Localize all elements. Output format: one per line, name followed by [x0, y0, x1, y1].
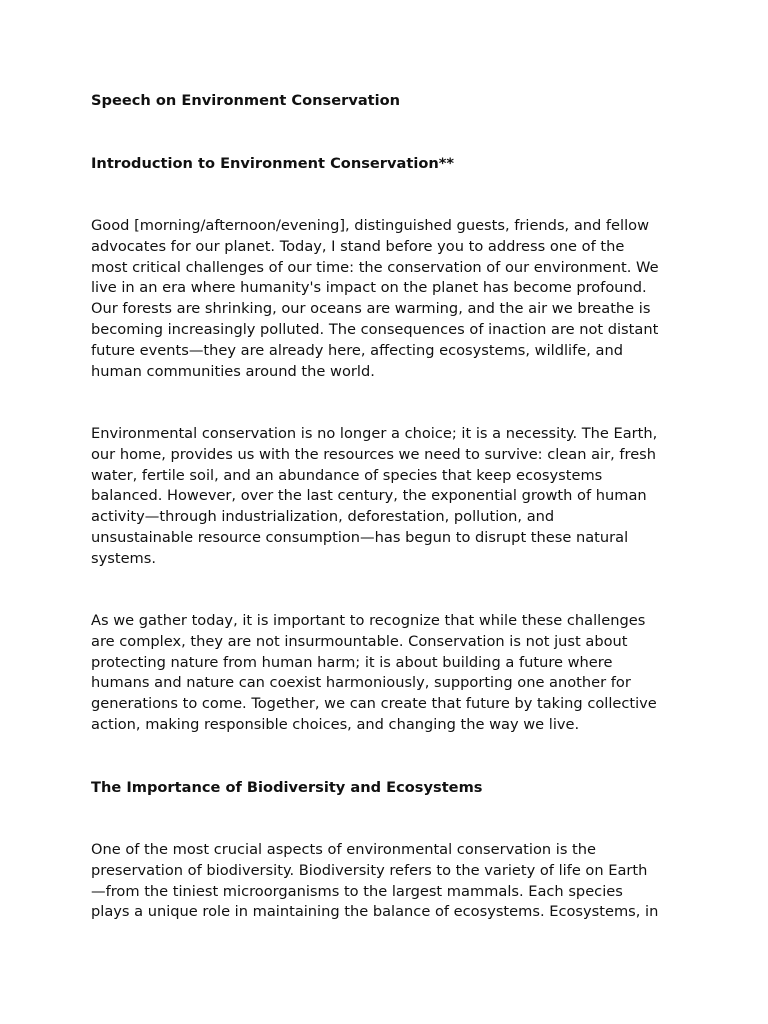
paragraph-intro-1: [91, 216, 691, 382]
paragraph-line: activity—through industrialization, deforestation, pollution, and: [91, 508, 555, 526]
paragraph-intro-2: [91, 424, 691, 570]
paragraph-line: are complex, they are not insurmountable. Conservation is not just about: [91, 632, 628, 650]
paragraph-line: Our forests are shrinking, our oceans are warming, and the air we breathe is: [91, 300, 651, 318]
paragraph-line: human communities around the world.: [91, 362, 375, 380]
paragraph-line: plays a unique role in maintaining the balance of ecosystems. Ecosystems, in: [91, 903, 659, 921]
paragraph-line: live in an era where humanity's impact on the planet has become profound.: [91, 279, 647, 297]
paragraph-line: —from the tiniest microorganisms to the largest mammals. Each species: [91, 882, 623, 900]
paragraph-line: balanced. However, over the last century, the exponential growth of human: [91, 487, 647, 505]
paragraph-line: Environmental conservation is no longer a choice; it is a necessity. The Earth,: [91, 425, 658, 442]
paragraph-line: generations to come. Together, we can create that future by taking collective: [91, 695, 657, 713]
paragraph-line: becoming increasingly polluted. The consequences of inaction are not distant: [91, 320, 659, 338]
document-title: Speech on Environment Conservation: [91, 92, 401, 109]
paragraph-line: humans and nature can coexist harmoniously, supporting one another for: [91, 674, 631, 692]
paragraph-line: Good [morning/afternoon/evening], distinguished guests, friends, and fellow: [91, 217, 650, 234]
paragraph-line: future events—they are already here, affecting ecosystems, wildlife, and: [91, 341, 623, 359]
section-heading-biodiversity: The Importance of Biodiversity and Ecosystems: [91, 779, 483, 796]
paragraph-line: systems.: [91, 549, 157, 567]
paragraph-line: our home, provides us with the resources we need to survive: clean air, fresh: [91, 445, 657, 463]
paragraph-intro-3: [91, 611, 691, 736]
paragraph-line: As we gather today, it is important to recognize that while these challenges: [91, 612, 646, 629]
paragraph-line: One of the most crucial aspects of environmental conservation is the: [91, 841, 597, 858]
paragraph-line: unsustainable resource consumption—has begun to disrupt these natural: [91, 528, 629, 546]
paragraph-line: most critical challenges of our time: the conservation of our environment. We: [91, 258, 659, 276]
paragraph-biodiversity-1: [91, 840, 691, 923]
paragraph-line: advocates for our planet. Today, I stand before you to address one of the: [91, 237, 625, 255]
paragraph-line: preservation of biodiversity. Biodiversity refers to the variety of life on Earth: [91, 861, 648, 879]
paragraph-line: action, making responsible choices, and changing the way we live.: [91, 715, 580, 733]
paragraph-line: protecting nature from human harm; it is about building a future where: [91, 653, 613, 671]
paragraph-line: water, fertile soil, and an abundance of species that keep ecosystems: [91, 466, 603, 484]
section-heading-introduction: Introduction to Environment Conservation**: [91, 155, 455, 172]
